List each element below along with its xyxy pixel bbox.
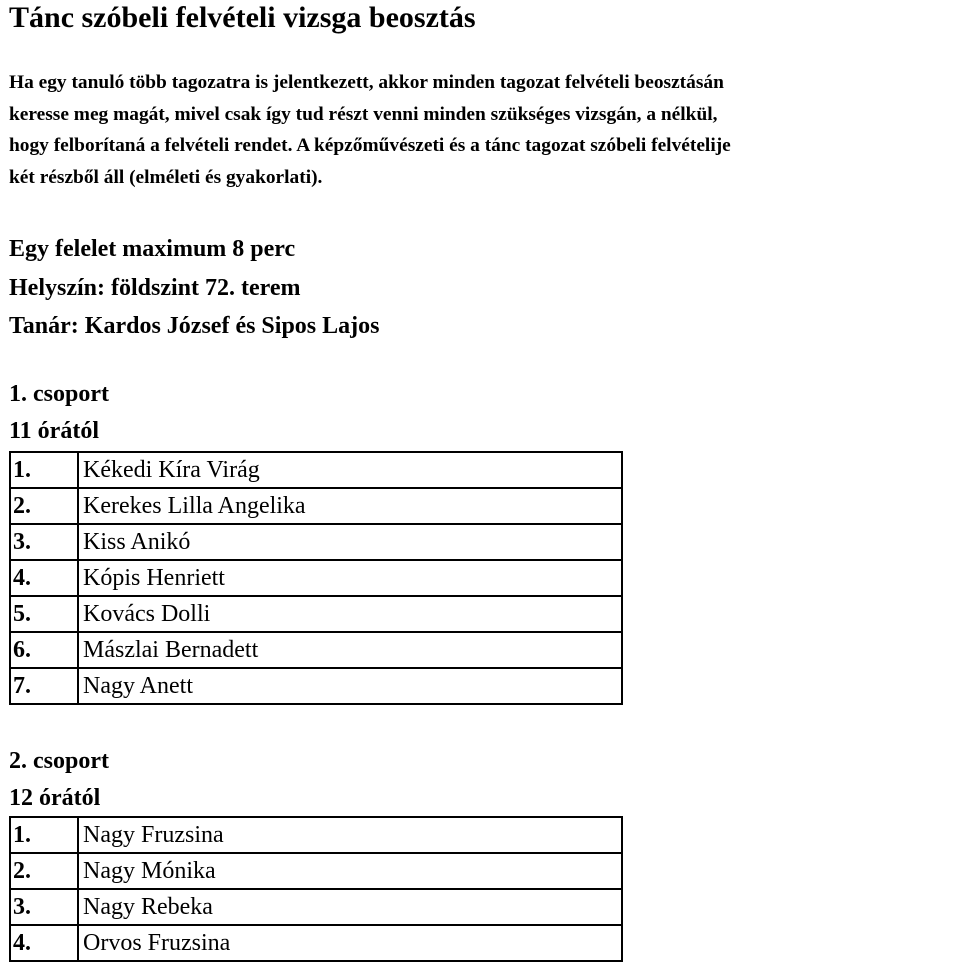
student-number: 1.	[10, 817, 78, 853]
intro-paragraph	[9, 67, 959, 193]
exam-location: Helyszín: földszint 72. terem	[9, 274, 301, 301]
exam-duration: Egy felelet maximum 8 perc	[9, 236, 296, 262]
student-name: Nagy Fruzsina	[78, 817, 622, 853]
table-row	[10, 524, 622, 560]
table-row	[10, 560, 622, 596]
student-name: Kiss Anikó	[78, 524, 622, 560]
intro-line: Ha egy tanuló több tagozatra is jelentkezett, akkor minden tagozat felvételi beosztásán	[9, 72, 724, 93]
student-number: 7.	[10, 668, 78, 704]
group-2-roster	[9, 816, 623, 962]
student-number: 5.	[10, 596, 78, 632]
table-row	[10, 488, 622, 524]
student-number: 4.	[10, 560, 78, 596]
student-name: Kerekes Lilla Angelika	[78, 488, 622, 524]
student-number: 1.	[10, 452, 78, 488]
page-title: Tánc szóbeli felvételi vizsga beosztás	[9, 1, 476, 34]
group-1-roster	[9, 451, 623, 705]
student-number: 3.	[10, 524, 78, 560]
student-name: Kékedi Kíra Virág	[78, 452, 622, 488]
table-row	[10, 853, 622, 889]
student-number: 4.	[10, 925, 78, 961]
group-1-header	[9, 376, 109, 450]
table-row	[10, 889, 622, 925]
student-number: 2.	[10, 853, 78, 889]
student-number: 2.	[10, 488, 78, 524]
student-number: 3.	[10, 889, 78, 925]
group-2-header	[9, 743, 109, 817]
student-name: Orvos Fruzsina	[78, 925, 622, 961]
student-name: Nagy Rebeka	[78, 889, 622, 925]
exam-teachers: Tanár: Kardos József és Sipos Lajos	[9, 313, 380, 339]
student-name: Nagy Mónika	[78, 853, 622, 889]
group-time: 12 órától	[9, 785, 101, 811]
table-row	[10, 668, 622, 704]
group-time: 11 órától	[9, 418, 99, 444]
student-name: Mászlai Bernadett	[78, 632, 622, 668]
intro-line: keresse meg magát, mivel csak így tud részt venni minden szükséges vizsgán, a nélkül,	[9, 103, 718, 125]
group-name: 2. csoport	[9, 748, 109, 774]
student-name: Kópis Henriett	[78, 560, 622, 596]
intro-line: hogy felborítaná a felvételi rendet. A képzőművészeti és a tánc tagozat szóbeli felvételije	[9, 135, 731, 156]
student-name: Nagy Anett	[78, 668, 622, 704]
table-row	[10, 925, 622, 961]
group-name: 1. csoport	[9, 381, 109, 407]
student-number: 6.	[10, 632, 78, 668]
student-name: Kovács Dolli	[78, 596, 622, 632]
table-row	[10, 817, 622, 853]
table-row	[10, 452, 622, 488]
table-row	[10, 632, 622, 668]
intro-line: két részből áll (elméleti és gyakorlati).	[9, 166, 323, 188]
table-row	[10, 596, 622, 632]
exam-info	[9, 230, 379, 346]
